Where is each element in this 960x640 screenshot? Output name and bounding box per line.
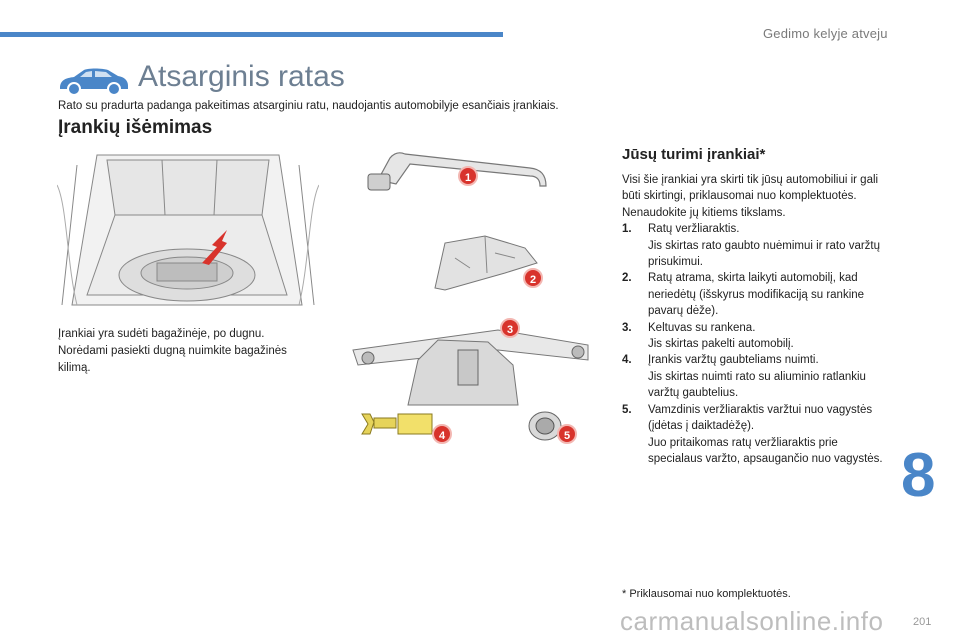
subtitle-heading: Įrankių išėmimas <box>58 117 213 138</box>
tool-badge-4: 4 <box>432 424 452 444</box>
tool-badge-2: 2 <box>523 268 543 288</box>
trunk-illustration <box>57 145 319 317</box>
tool-badge-1: 1 <box>458 166 478 186</box>
wheel-chock-icon <box>425 228 545 298</box>
tool-badge-3: 3 <box>500 318 520 338</box>
tool-badge-5: 5 <box>557 424 577 444</box>
car-icon <box>56 64 130 96</box>
page-number: 201 <box>913 616 932 628</box>
footnote: * Priklausomai nuo komplektuotės. <box>622 588 791 600</box>
list-item: 4. Įrankis varžtų gaubteliams nuimti. Jis skirtas nuimti rato su aliuminio ratlankiu varžtų gaubtelius. <box>622 354 866 400</box>
watermark: carmanualsonline.info <box>620 606 884 636</box>
list-item: 1. Ratų veržliaraktis. Jis skirtas rato gaubto nuėmimui ir rato varžtų prisukimui. <box>622 223 881 269</box>
section-title: Gedimo kelyje atveju <box>763 26 888 41</box>
bolt-cap-remover-icon <box>360 410 435 438</box>
intro-text: Rato su pradurta padanga pakeitimas atsarginiu ratu, naudojantis automobilyje esančiais įrankiais. <box>58 100 559 112</box>
list-item: 3. Keltuvas su rankena. Jis skirtas pakelti automobilį. <box>622 321 794 351</box>
trunk-caption: Įrankiai yra sudėti bagažinėje, po dugnu. Norėdami pasiekti dugną nuimkite bagažinės kilimą. <box>58 328 287 374</box>
header-accent-bar <box>0 32 503 37</box>
tools-list <box>622 221 892 467</box>
chapter-number: 8 <box>901 441 936 510</box>
jack-icon <box>348 320 593 415</box>
list-item: 2. Ratų atrama, skirta laikyti automobilį, kad neriedėtų (išskyrus modifikaciją su rankine pavarų dėže). <box>622 272 865 318</box>
tools-intro: Visi šie įrankiai yra skirti tik jūsų automobiliui ir gali būti skirtingi, priklausomai nuo komplektuotės. Nenaudokite jų kitiems tikslams. <box>622 174 879 219</box>
list-item: 5. Vamzdinis veržliaraktis varžtui nuo vagystės (įdėtas į daiktadėžę). Juo pritaikomas ratų veržliaraktis prie specialaus varžto, apsaugančio nuo vagystės. <box>622 403 883 465</box>
page-title: Atsarginis ratas <box>138 60 345 93</box>
tools-heading: Jūsų turimi įrankiai* <box>622 146 766 163</box>
tools-description <box>622 172 892 467</box>
